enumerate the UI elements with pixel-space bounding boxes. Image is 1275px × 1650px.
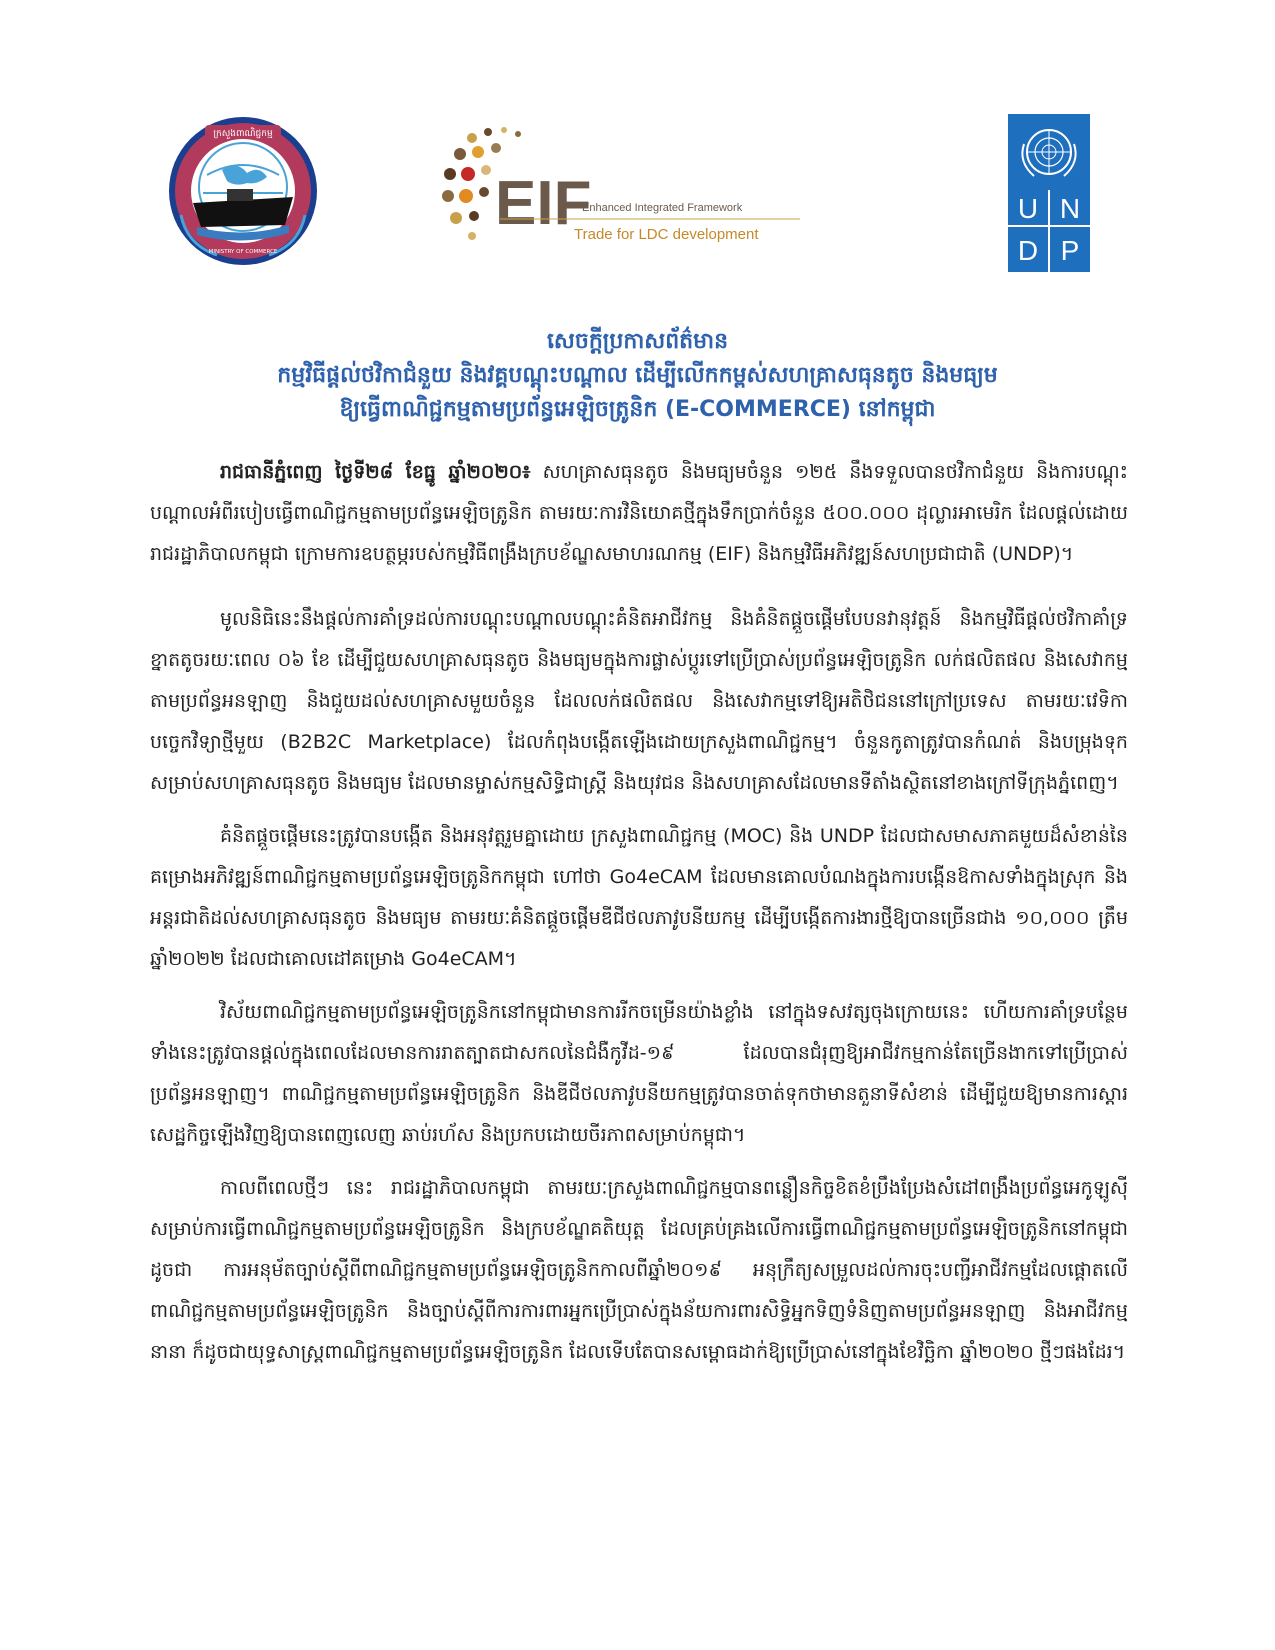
dateline: រាជធានីភ្នំពេញ ថ្ងៃទី២៨ ខែធ្នូ ឆ្នាំ២០២០៖ xyxy=(220,461,531,483)
svg-text:MINISTRY OF COMMERCE: MINISTRY OF COMMERCE xyxy=(208,249,278,255)
ministry-of-commerce-logo xyxy=(167,115,319,267)
undp-logo xyxy=(1008,114,1090,272)
eif-logo xyxy=(440,126,840,256)
svg-text:U: U xyxy=(1017,193,1039,224)
paragraph-3: គំនិតផ្តួចផ្តើមនេះត្រូវបានបង្កើត និងអនុវត្តរួមគ្នាដោយ ក្រសួងពាណិជ្ជកម្ម (MOC) និង UNDP ដែលជាសមាសភាគមួយដ៏សំខាន់នៃគម្រោងអភិវឌ្ឍន៍ពាណិជ្ជកម្មតាមប្រព័ន្ធអេឡិចត្រូនិកកម្ពុជា ហៅថា Go4eCAM ដែលមានគោលបំណងក្នុងការបង្កើនឱកាសទាំងក្នុងស្រុក និងអន្តរជាតិដល់សហគ្រាសធុនតូច និងមធ្យម តាមរយៈគំនិតផ្តួចផ្តើមឌីជីថលភាវូបនីយកម្ម ដើម្បីបង្កើតការងារថ្មីឱ្យបានច្រើនជាង ១០,០០០ ត្រឹមឆ្នាំ២០២២ ដែលជាគោលដៅគម្រោង Go4eCAM។ xyxy=(150,825,1128,970)
svg-text:N: N xyxy=(1059,193,1081,224)
svg-text:Trade for LDC development: Trade for LDC development xyxy=(574,226,759,243)
svg-text:ក្រសួងពាណិជ្ជកម្ម: ក្រសួងពាណិជ្ជកម្ម xyxy=(213,129,273,139)
paragraph-2: មូលនិធិនេះនឹងផ្តល់ការគាំទ្រដល់ការបណ្តុះបណ្តាលបណ្តុះគំនិតអាជីវកម្ម និងគំនិតផ្តួចផ្តើមបែបនវានុវត្តន៍ និងកម្មវិធីផ្តល់ថវិកាគាំទ្រខ្នាតតូចរយៈពេល ០៦ ខែ ដើម្បីជួយសហគ្រាសធុនតូច និងមធ្យមក្នុងការផ្លាស់ប្តូរទៅប្រើប្រាស់ប្រព័ន្ធអេឡិចត្រូនិក លក់ផលិតផល និងសេវាកម្មតាមប្រព័ន្ធអនឡាញ និងជួយដល់សហគ្រាសមួយចំនួន ដែលលក់ផលិតផល និងសេវាកម្មទៅឱ្យអតិថិជននៅក្រៅប្រទេស តាមរយៈវេទិកាបច្ចេកវិទ្យាថ្មីមួយ (B2B2C Marketplace) ដែលកំពុងបង្កើតឡើងដោយក្រសួងពាណិជ្ជកម្ម។ ចំនួនកូតាត្រូវបានកំណត់ និងបម្រុងទុកសម្រាប់សហគ្រាសធុនតូច និងមធ្យម ដែលមានម្ចាស់កម្មសិទ្ធិជាស្ត្រី និងយុវជន និងសហគ្រាសដែលមានទីតាំងស្ថិតនៅខាងក្រៅទីក្រុងភ្នំពេញ។ xyxy=(150,608,1128,794)
logo-bar xyxy=(0,0,1275,300)
title-line-2: កម្មវិធីផ្តល់ថវិកាជំនួយ និងវគ្គបណ្តុះបណ្តាល ដើម្បីលើកកម្ពស់សហគ្រាសធុនតូច និងមធ្យម xyxy=(277,363,998,388)
paragraph-5: កាលពីពេលថ្មីៗ នេះ រាជរដ្ឋាភិបាលកម្ពុជា តាមរយៈក្រសួងពាណិជ្ជកម្មបានពន្លឿនកិច្ចខិតខំប្រឹងប្រែងសំដៅពង្រឹងប្រព័ន្ធអេកូឡូស៊ីសម្រាប់ការធ្វើពាណិជ្ជកម្មតាមប្រព័ន្ធអេឡិចត្រូនិក និងក្របខ័ណ្ឌគតិយុត្ត ដែលគ្រប់គ្រងលើការធ្វើពាណិជ្ជកម្មតាមប្រព័ន្ធអេឡិចត្រូនិកនៅកម្ពុជា ដូចជា ការអនុម័តច្បាប់ស្តីពីពាណិជ្ជកម្មតាមប្រព័ន្ធអេឡិចត្រូនិកកាលពីឆ្នាំ២០១៩ អនុក្រឹត្យសម្រួលដល់ការចុះបញ្ជីអាជីវកម្មដែលផ្តោតលើពាណិជ្ជកម្មតាមប្រព័ន្ធអេឡិចត្រូនិក និងច្បាប់ស្តីពីការការពារអ្នកប្រើប្រាស់ក្នុងន័យការពារសិទ្ធិអ្នកទិញទំនិញតាមប្រព័ន្ធអនឡាញ និងអាជីវកម្មនានា ក៏ដូចជាយុទ្ធសាស្ត្រពាណិជ្ជកម្មតាមប្រព័ន្ធអេឡិចត្រូនិក ដែលទើបតែបានសម្ពោធដាក់ឱ្យប្រើប្រាស់នៅក្នុងខែវិច្ឆិកា ឆ្នាំ២០២០ ថ្មីៗផងដែរ។ xyxy=(150,1177,1128,1363)
title-line-1: សេចក្តីប្រកាសព័ត៌មាន xyxy=(546,329,729,354)
svg-text:P: P xyxy=(1060,235,1080,266)
press-release-title xyxy=(140,325,1135,427)
title-line-3: ឱ្យធ្វើពាណិជ្ជកម្មតាមប្រព័ន្ធអេឡិចត្រូនិក (E-COMMERCE) នៅកម្ពុជា xyxy=(339,397,936,422)
paragraph-1 xyxy=(150,452,1128,575)
svg-text:EIF: EIF xyxy=(495,169,592,238)
svg-text:Enhanced Integrated Framework: Enhanced Integrated Framework xyxy=(582,202,743,214)
press-release-body xyxy=(150,452,1128,1385)
svg-text:D: D xyxy=(1017,235,1039,266)
paragraph-1-text: សហគ្រាសធុនតូច និងមធ្យមចំនួន ១២៥ នឹងទទួលបានថវិកាជំនួយ និងការបណ្តុះបណ្តាលអំពីរបៀបធ្វើពាណិជ្ជកម្មតាមប្រព័ន្ធអេឡិចត្រូនិក តាមរយៈការវិនិយោគថ្មីក្នុងទឹកប្រាក់ចំនួន ៥០០.០០០ ដុល្លារអាមេរិក ដែលផ្តល់ដោយរាជរដ្ឋាភិបាលកម្ពុជា ក្រោមការឧបត្ថម្ភរបស់កម្មវិធីពង្រឹងក្របខ័ណ្ឌសមាហរណកម្ម (EIF) និងកម្មវិធីអភិវឌ្ឍន៍សហប្រជាជាតិ (UNDP)។ xyxy=(150,461,1128,565)
paragraph-4: វិស័យពាណិជ្ជកម្មតាមប្រព័ន្ធអេឡិចត្រូនិកនៅកម្ពុជាមានការរីកចម្រើនយ៉ាងខ្លាំង នៅក្នុងទសវត្សចុងក្រោយនេះ ហើយការគាំទ្របន្ថែមទាំងនេះត្រូវបានផ្តល់ក្នុងពេលដែលមានការរាតត្បាតជាសកលនៃជំងឺកូវីដ-១៩ ដែលបានជំរុញឱ្យអាជីវកម្មកាន់តែច្រើនងាកទៅប្រើប្រាស់ប្រព័ន្ធអនឡាញ។ ពាណិជ្ជកម្មតាមប្រព័ន្ធអេឡិចត្រូនិក និងឌីជីថលភាវូបនីយកម្មត្រូវបានចាត់ទុកថាមានតួនាទីសំខាន់ ដើម្បីជួយឱ្យមានការស្តារសេដ្ឋកិច្ចឡើងវិញឱ្យបានពេញលេញ ឆាប់រហ័ស និងប្រកបដោយចីរភាពសម្រាប់កម្ពុជា។ xyxy=(150,1001,1128,1146)
